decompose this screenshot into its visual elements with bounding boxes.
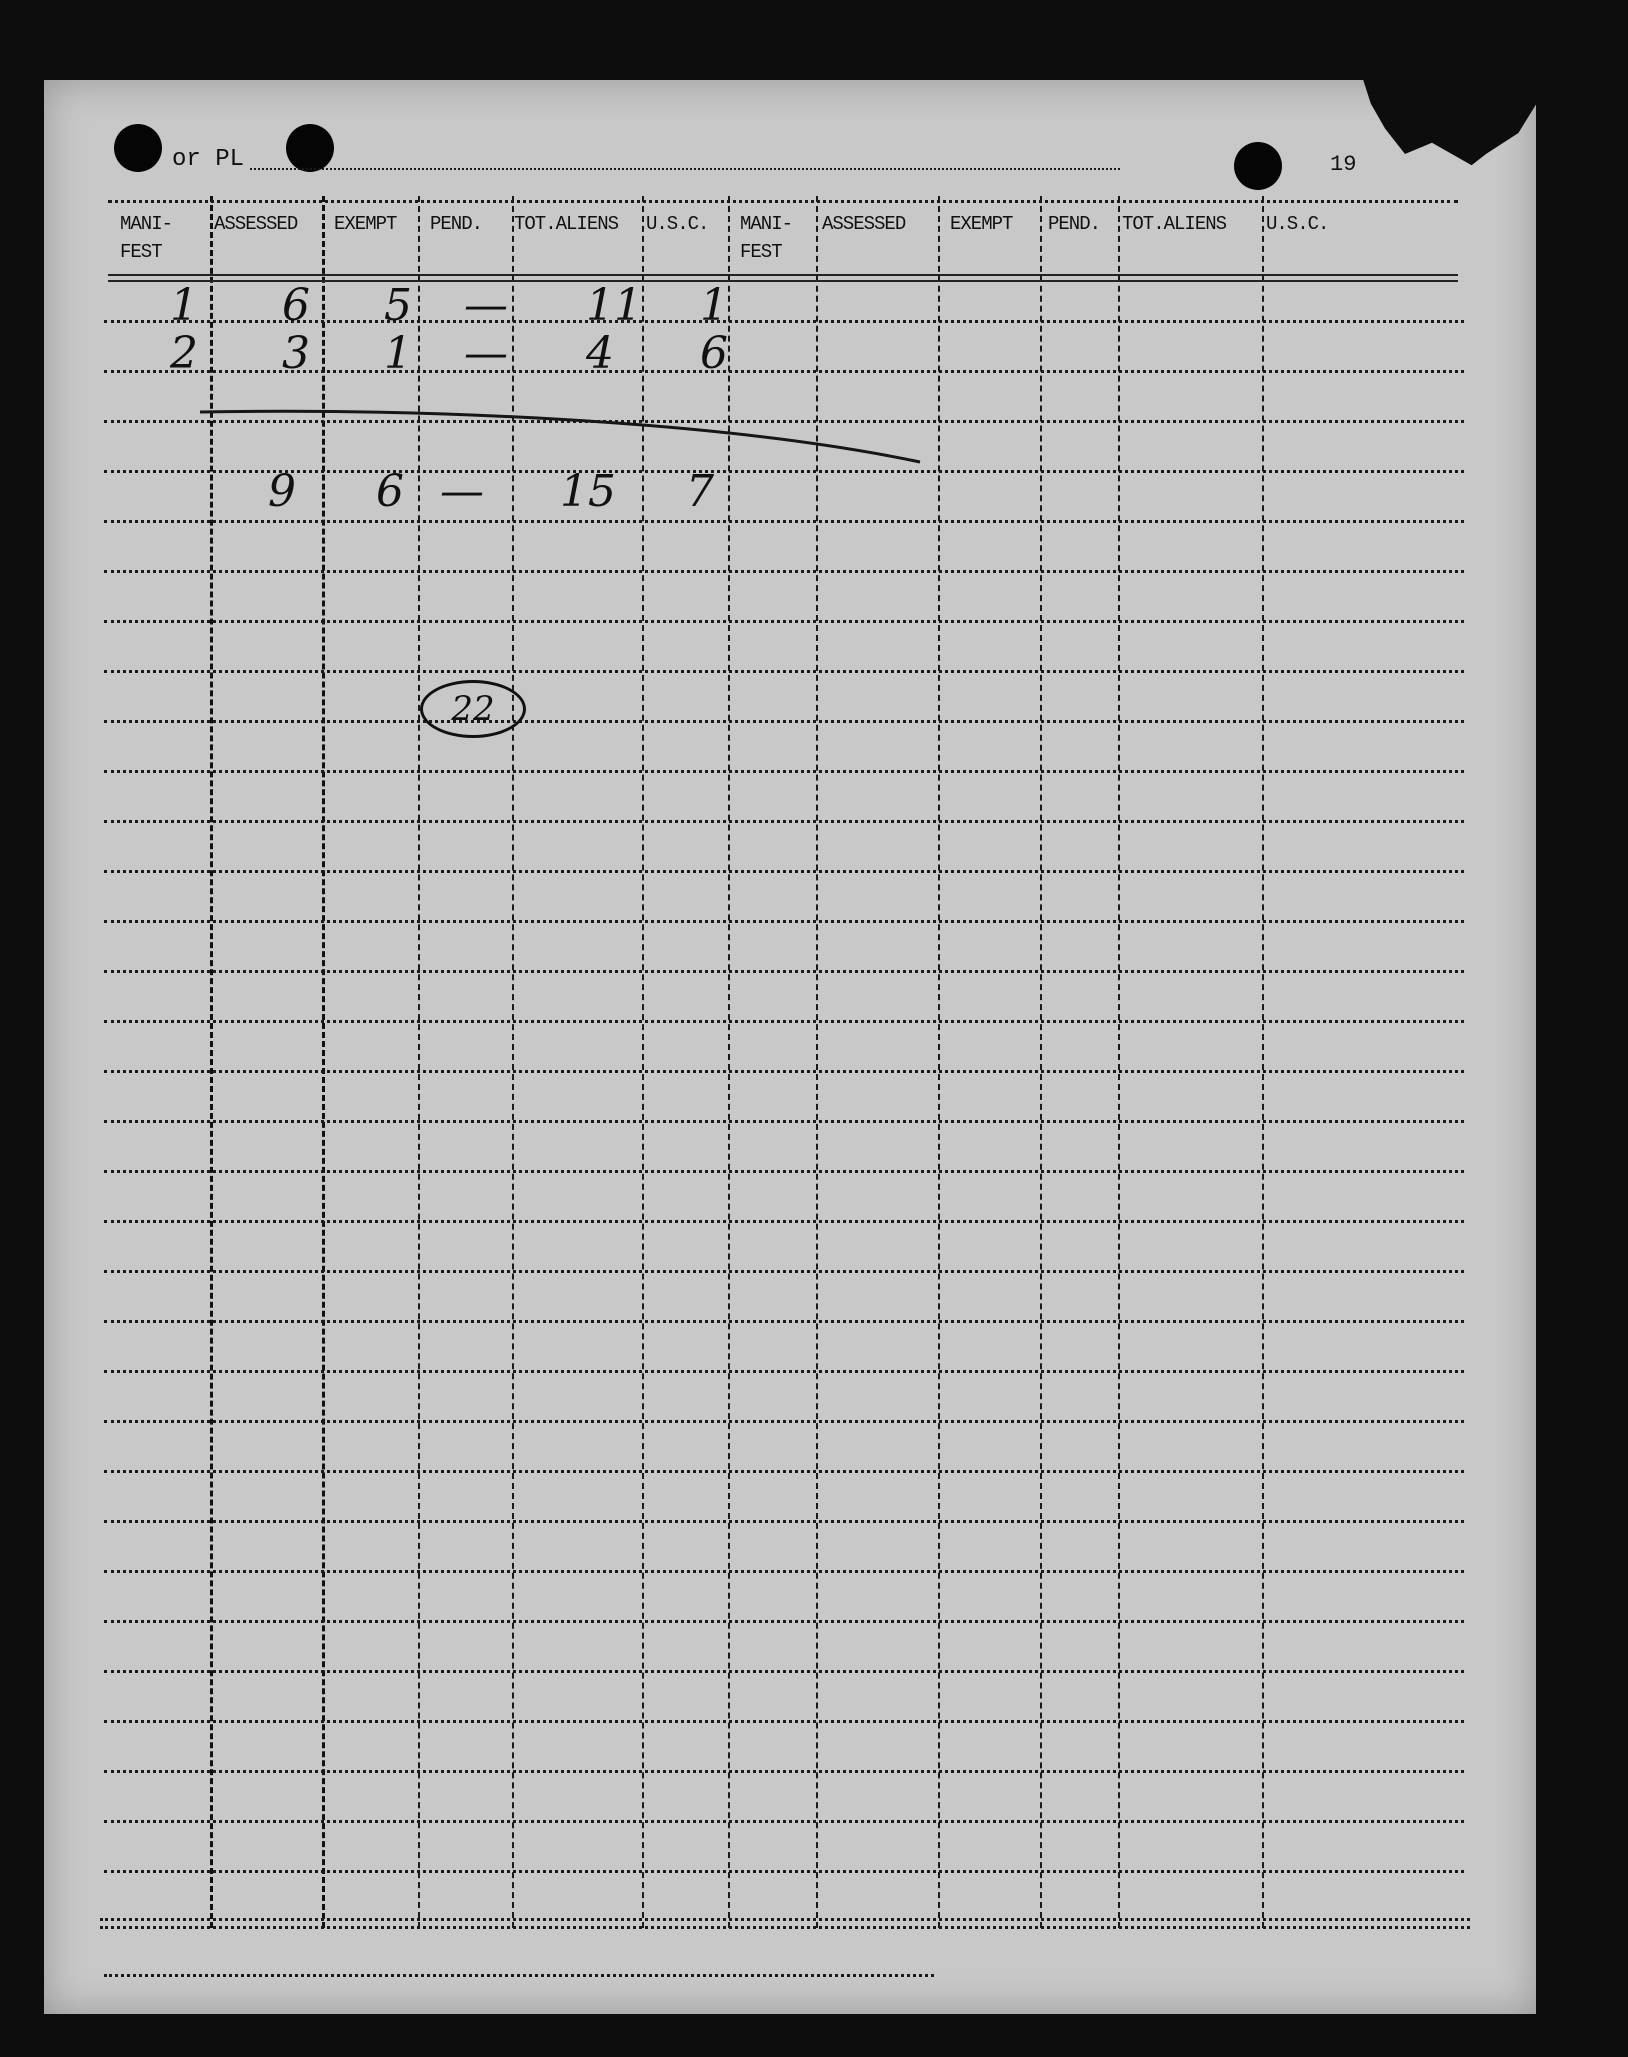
column-divider bbox=[1262, 196, 1264, 1928]
row-line bbox=[104, 1170, 1464, 1173]
total-assessed: 9 bbox=[268, 466, 296, 517]
punch-hole-left bbox=[114, 124, 162, 172]
column-header: ASSESSED bbox=[822, 213, 906, 235]
row-line bbox=[104, 1570, 1464, 1573]
row-line bbox=[104, 420, 1464, 423]
row-line bbox=[104, 1820, 1464, 1823]
column-header: TOT.ALIENS bbox=[1122, 213, 1227, 235]
row-line bbox=[104, 820, 1464, 823]
row-line bbox=[104, 1720, 1464, 1723]
row-line bbox=[104, 620, 1464, 623]
row-line bbox=[104, 470, 1464, 473]
row-line bbox=[104, 1020, 1464, 1023]
row-line bbox=[104, 1620, 1464, 1623]
column-divider bbox=[1040, 196, 1042, 1928]
table-bottom-border bbox=[100, 1918, 1470, 1921]
row-line bbox=[104, 1770, 1464, 1773]
circled-note: 22 bbox=[420, 680, 526, 738]
row-line bbox=[104, 570, 1464, 573]
header-separator bbox=[108, 274, 1458, 276]
column-header: ASSESSED bbox=[214, 213, 298, 235]
row-line bbox=[104, 1070, 1464, 1073]
entry-assessed: 3 bbox=[282, 328, 310, 379]
row-line bbox=[104, 920, 1464, 923]
punch-hole-middle bbox=[286, 124, 334, 172]
row-line bbox=[104, 1520, 1464, 1523]
column-header: MANI- FEST bbox=[740, 213, 793, 263]
entry-pend: — bbox=[464, 328, 508, 379]
row-line bbox=[104, 1270, 1464, 1273]
column-divider bbox=[512, 196, 514, 1928]
row-line bbox=[104, 1870, 1464, 1873]
header-fill-line bbox=[250, 168, 1120, 170]
column-divider bbox=[322, 196, 325, 1928]
row-line bbox=[104, 720, 1464, 723]
column-header: U.S.C. bbox=[646, 213, 709, 235]
column-divider bbox=[1118, 196, 1120, 1928]
total-tot_aliens: 15 bbox=[560, 466, 616, 517]
column-divider bbox=[418, 196, 420, 1928]
entry-usc: 6 bbox=[700, 328, 728, 379]
row-line bbox=[104, 1220, 1464, 1223]
column-header: PEND. bbox=[430, 213, 483, 235]
column-divider bbox=[938, 196, 940, 1928]
punch-hole-right bbox=[1234, 142, 1282, 190]
column-divider bbox=[642, 196, 644, 1928]
column-divider bbox=[816, 196, 818, 1928]
row-line bbox=[104, 520, 1464, 523]
row-line bbox=[104, 1320, 1464, 1323]
entry-exempt: 5 bbox=[384, 280, 412, 331]
total-pend: — bbox=[440, 466, 484, 517]
column-header: MANI- FEST bbox=[120, 213, 173, 263]
entry-manifest: 1 bbox=[170, 280, 198, 331]
entry-exempt: 1 bbox=[384, 328, 412, 379]
row-line bbox=[104, 670, 1464, 673]
entry-assessed: 6 bbox=[282, 280, 310, 331]
header-top-border bbox=[108, 200, 1458, 203]
row-line bbox=[104, 1120, 1464, 1123]
total-exempt: 6 bbox=[376, 466, 404, 517]
column-header: PEND. bbox=[1048, 213, 1101, 235]
table-bottom-border bbox=[100, 1926, 1470, 1929]
row-line bbox=[104, 970, 1464, 973]
row-line bbox=[104, 1370, 1464, 1373]
column-header: U.S.C. bbox=[1266, 213, 1329, 235]
row-line bbox=[104, 1420, 1464, 1423]
column-header: TOT.ALIENS bbox=[514, 213, 619, 235]
entry-usc: 1 bbox=[700, 280, 728, 331]
footer-line bbox=[104, 1974, 934, 1977]
row-line bbox=[104, 870, 1464, 873]
entry-manifest: 2 bbox=[170, 328, 198, 379]
column-header: EXEMPT bbox=[950, 213, 1013, 235]
column-divider bbox=[210, 196, 213, 1928]
row-line bbox=[104, 1670, 1464, 1673]
year-label: 19 bbox=[1330, 152, 1357, 177]
header-separator bbox=[108, 280, 1458, 282]
column-divider bbox=[728, 196, 730, 1928]
column-header: EXEMPT bbox=[334, 213, 397, 235]
entry-tot_aliens: 4 bbox=[586, 328, 614, 379]
row-line bbox=[104, 1470, 1464, 1473]
row-line bbox=[104, 770, 1464, 773]
entry-pend: — bbox=[464, 280, 508, 331]
entry-tot_aliens: 11 bbox=[586, 280, 642, 331]
or-pl-label: or PL bbox=[172, 146, 245, 173]
total-usc: 7 bbox=[686, 466, 714, 517]
